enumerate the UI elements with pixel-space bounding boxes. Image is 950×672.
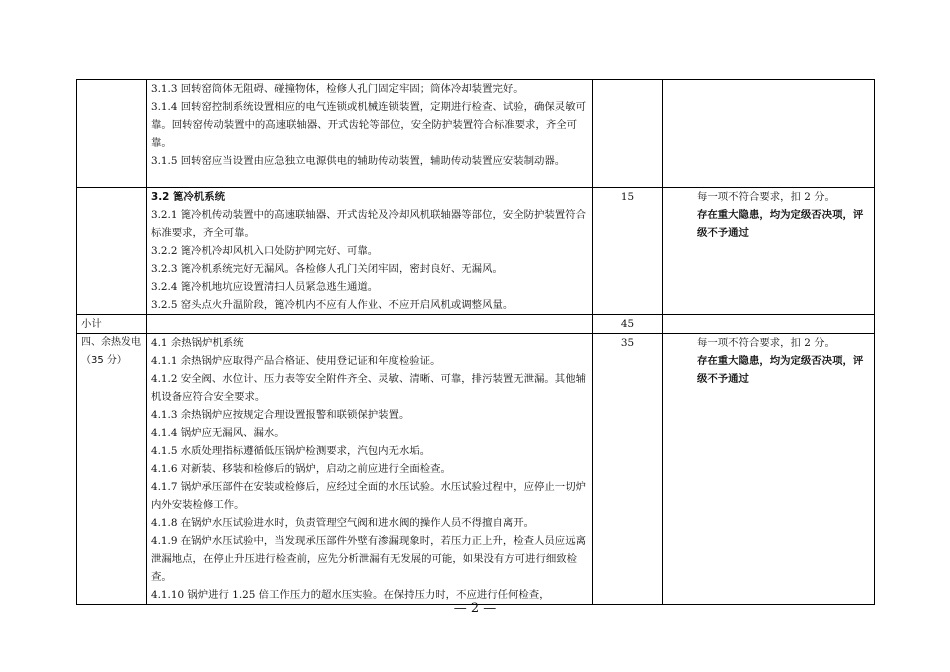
rule-cell bbox=[663, 188, 875, 315]
score-value: 15 bbox=[593, 188, 663, 315]
table-row bbox=[77, 80, 875, 188]
subtotal-score: 45 bbox=[593, 315, 663, 334]
list-item: 4.1.8 在锅炉水压试验进水时，负责管理空气阀和进水阀的操作人员不得擅自离开。 bbox=[151, 517, 535, 529]
list-item: 3.2.3 篦冷机系统完好无漏风。各检修人孔门关闭牢固，密封良好、无漏风。 bbox=[151, 263, 503, 275]
deduction-rule: 每一项不符合要求，扣 2 分。 bbox=[697, 191, 835, 203]
list-item: 3.2.4 篦冷机地坑应设置清扫人员紧急逃生通道。 bbox=[151, 281, 379, 293]
section-cell bbox=[77, 80, 147, 188]
content-cell bbox=[147, 334, 593, 605]
content-cell bbox=[147, 315, 593, 334]
score-cell bbox=[593, 80, 663, 188]
content-cell bbox=[147, 80, 593, 188]
list-item: 3.2.2 篦冷机冷却风机入口处防护网完好、可靠。 bbox=[151, 245, 379, 257]
subtotal-row bbox=[77, 315, 875, 334]
content-cell bbox=[147, 188, 593, 315]
list-item: 3.1.3 回转窑筒体无阻碍、碰撞物体，检修人孔门固定牢固；筒体冷却装置完好。 bbox=[151, 83, 524, 95]
page-number: — 2 — bbox=[453, 601, 497, 616]
inspection-table bbox=[76, 79, 875, 605]
section-title: 四、余热发电（35 分） bbox=[77, 334, 147, 605]
list-item: 4.1.2 安全阀、水位计、压力表等安全附件齐全、灵敏、清晰、可靠，排污装置无泄漏。其他辅机设备应符合安全要求。 bbox=[151, 373, 586, 403]
item-heading: 3.2 篦冷机系统 bbox=[151, 191, 225, 203]
rule-cell bbox=[663, 315, 875, 334]
list-item: 4.1.6 对新装、移装和检修后的锅炉，启动之前应进行全面检查。 bbox=[151, 463, 451, 475]
list-item: 4.1.7 锅炉承压部件在安装或检修后，应经过全面的水压试验。水压试验过程中，应停止一切炉内外安装检修工作。 bbox=[151, 481, 586, 511]
list-item: 4.1.10 锅炉进行 1.25 倍工作压力的超水压实验。在保持压力时，不应进行任何检查， bbox=[151, 589, 550, 601]
deduction-rule: 每一项不符合要求，扣 2 分。 bbox=[697, 337, 835, 349]
veto-rule: 存在重大隐患，均为定级否决项，评级不予通过 bbox=[697, 209, 864, 239]
list-item: 3.1.4 回转窑控制系统设置相应的电气连锁或机械连锁装置，定期进行检查、试验，确保灵敏可靠。回转窑传动装置中的高速联轴器、开式齿轮等部位，安全防护装置符合标准要求，齐全可靠。 bbox=[151, 101, 586, 149]
table-row bbox=[77, 334, 875, 605]
item-heading: 4.1 余热锅炉机系统 bbox=[151, 337, 244, 349]
section-cell bbox=[77, 188, 147, 315]
list-item: 4.1.4 锅炉应无漏风、漏水。 bbox=[151, 427, 285, 439]
subtotal-label: 小计 bbox=[77, 315, 147, 334]
list-item: 4.1.9 在锅炉水压试验中，当发现承压部件外壁有渗漏现象时，若压力正上升，检查人员应远离泄漏地点，在停止升压进行检查前，应先分析泄漏有无发展的可能，如果没有方可进行细致检查。 bbox=[151, 535, 586, 583]
table-row bbox=[77, 188, 875, 315]
list-item: 4.1.5 水质处理指标遵循低压锅炉检测要求，汽包内无水垢。 bbox=[151, 445, 431, 457]
list-item: 3.1.5 回转窑应当设置由应急独立电源供电的辅助传动装置，辅助传动装置应安装制动器。 bbox=[151, 155, 566, 167]
list-item: 4.1.1 余热锅炉应取得产品合格证、使用登记证和年度检验证。 bbox=[151, 355, 441, 367]
rule-cell bbox=[663, 334, 875, 605]
veto-rule: 存在重大隐患，均为定级否决项，评级不予通过 bbox=[697, 355, 864, 385]
list-item: 3.2.1 篦冷机传动装置中的高速联轴器、开式齿轮及冷却风机联轴器等部位，安全防护装置符合标准要求，齐全可靠。 bbox=[151, 209, 586, 239]
list-item: 4.1.3 余热锅炉应按规定合理设置报警和联锁保护装置。 bbox=[151, 409, 410, 421]
rule-cell bbox=[663, 80, 875, 188]
score-value: 35 bbox=[593, 334, 663, 605]
list-item: 3.2.5 窑头点火升温阶段，篦冷机内不应有人作业、不应开启风机或调整风量。 bbox=[151, 299, 514, 311]
